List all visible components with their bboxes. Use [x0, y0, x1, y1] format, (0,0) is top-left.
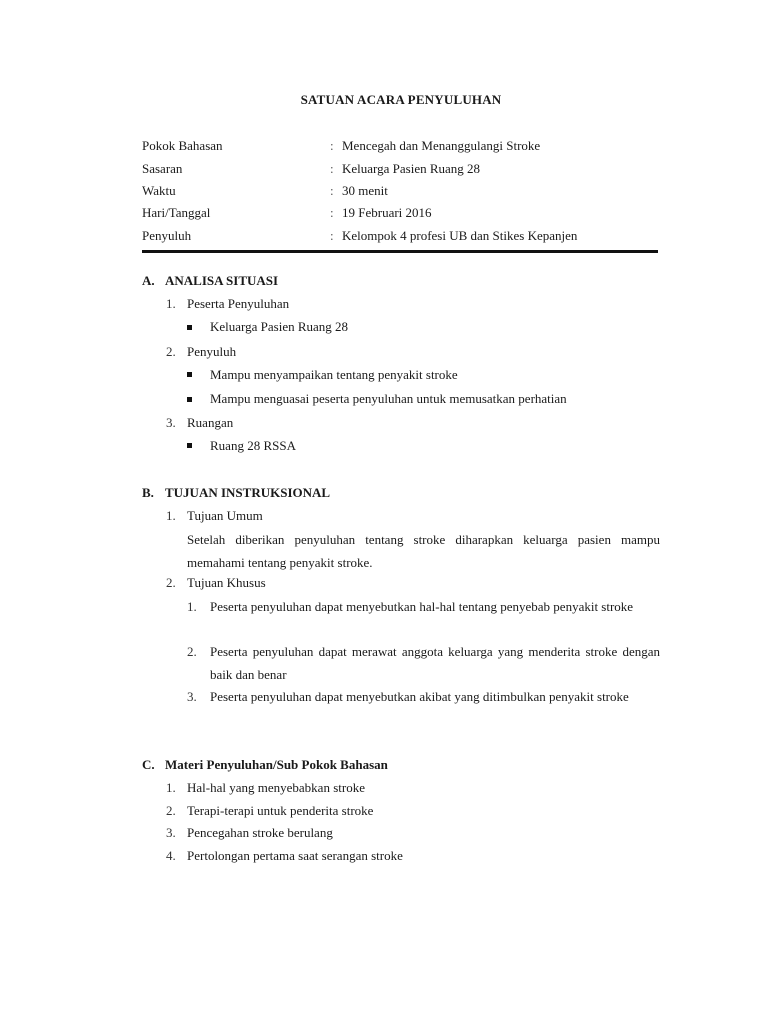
- section-title: TUJUAN INSTRUKSIONAL: [165, 485, 331, 500]
- list-number: 3.: [166, 825, 176, 840]
- list-number: 1.: [166, 296, 176, 311]
- info-row-penyuluh: [142, 226, 662, 246]
- info-label: Hari/Tanggal: [142, 205, 211, 220]
- sublist-number: 1.: [187, 599, 197, 614]
- info-row-pokok-bahasan: [142, 136, 662, 156]
- sublist-number: 3.: [187, 689, 197, 704]
- bullet-item: Mampu menyampaikan tentang penyakit stroke: [210, 367, 458, 382]
- info-colon: :: [330, 138, 334, 153]
- list-number: 3.: [166, 415, 176, 430]
- horizontal-rule: [142, 250, 658, 253]
- info-value: 19 Februari 2016: [342, 205, 432, 220]
- section-letter: C.: [142, 757, 155, 772]
- sublist-item: Peserta penyuluhan dapat menyebutkan akibat yang ditimbulkan penyakit stroke: [210, 689, 629, 704]
- list-number: 2.: [166, 575, 176, 590]
- bullet-item: Mampu menguasai peserta penyuluhan untuk memusatkan perhatian: [210, 391, 567, 406]
- list-number: 2.: [166, 344, 176, 359]
- info-row-sasaran: [142, 159, 662, 179]
- bullet-icon: [187, 397, 192, 402]
- info-row-hari-tanggal: [142, 203, 662, 223]
- list-number: 4.: [166, 848, 176, 863]
- info-value: Kelompok 4 profesi UB dan Stikes Kepanjen: [342, 228, 578, 243]
- document-title: SATUAN ACARA PENYULUHAN: [300, 92, 502, 107]
- section-letter: B.: [142, 485, 154, 500]
- section-title: ANALISA SITUASI: [165, 273, 279, 288]
- info-label: Waktu: [142, 183, 176, 198]
- section-title: Materi Penyuluhan/Sub Pokok Bahasan: [165, 757, 388, 772]
- list-item: Hal-hal yang menyebabkan stroke: [187, 780, 365, 795]
- list-item: Pertolongan pertama saat serangan stroke: [187, 848, 403, 863]
- info-colon: :: [330, 161, 334, 176]
- list-item: Terapi-terapi untuk penderita stroke: [187, 803, 374, 818]
- list-item-label: Tujuan Khusus: [187, 575, 266, 590]
- bullet-icon: [187, 443, 192, 448]
- info-label: Sasaran: [142, 161, 183, 176]
- paragraph-tujuan-umum: Setelah diberikan penyuluhan tentang stroke diharapkan keluarga pasien mampu memahami tentang penyakit stroke.: [187, 532, 660, 570]
- info-colon: :: [330, 205, 334, 220]
- info-value: Mencegah dan Menanggulangi Stroke: [342, 138, 541, 153]
- info-value: 30 menit: [342, 183, 388, 198]
- info-label: Penyuluh: [142, 228, 192, 243]
- bullet-icon: [187, 325, 192, 330]
- list-item-label: Ruangan: [187, 415, 234, 430]
- list-item-label: Penyuluh: [187, 344, 237, 359]
- info-row-waktu: [142, 181, 662, 201]
- bullet-icon: [187, 372, 192, 377]
- info-colon: :: [330, 183, 334, 198]
- sublist-number: 2.: [187, 644, 197, 659]
- list-number: 1.: [166, 780, 176, 795]
- bullet-item: Keluarga Pasien Ruang 28: [210, 319, 349, 334]
- info-colon: :: [330, 228, 334, 243]
- sublist-item: Peserta penyuluhan dapat merawat anggota keluarga yang menderita stroke dengan baik dan benar: [210, 644, 660, 682]
- list-number: 2.: [166, 803, 176, 818]
- info-value: Keluarga Pasien Ruang 28: [342, 161, 481, 176]
- info-label: Pokok Bahasan: [142, 138, 223, 153]
- sublist-item: Peserta penyuluhan dapat menyebutkan hal-hal tentang penyebab penyakit stroke: [210, 599, 634, 614]
- list-item-label: Tujuan Umum: [187, 508, 263, 523]
- list-number: 1.: [166, 508, 176, 523]
- section-letter: A.: [142, 273, 155, 288]
- list-item: Pencegahan stroke berulang: [187, 825, 333, 840]
- bullet-item: Ruang 28 RSSA: [210, 438, 296, 453]
- list-item-label: Peserta Penyuluhan: [187, 296, 290, 311]
